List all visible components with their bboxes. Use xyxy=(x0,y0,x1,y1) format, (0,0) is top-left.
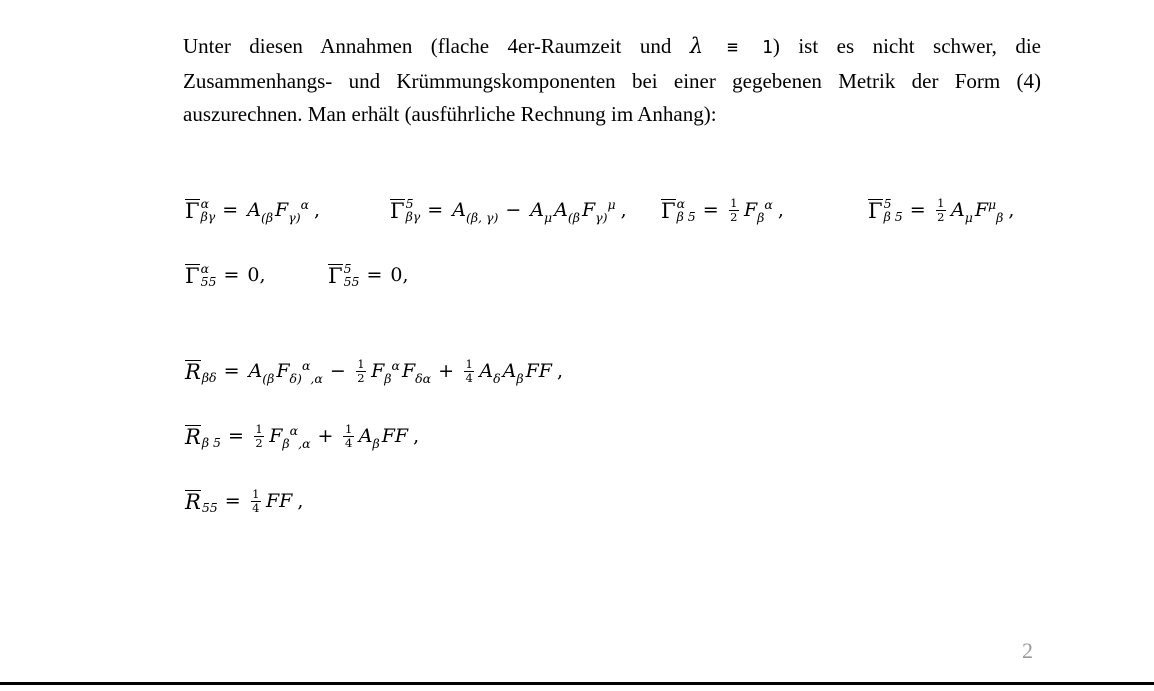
math-token: α xyxy=(300,197,310,213)
math-token: β xyxy=(384,371,392,387)
intro-paragraph xyxy=(183,30,1041,132)
math-token xyxy=(382,425,408,447)
math-token: F xyxy=(401,360,416,383)
math-token xyxy=(185,358,217,384)
math-token: Γ xyxy=(661,198,676,223)
math-token: β 5 xyxy=(883,209,903,225)
math-token: 5 xyxy=(405,196,414,211)
math-token: 0, xyxy=(390,264,409,287)
math-token: = xyxy=(227,425,244,448)
math-token: α xyxy=(200,261,210,276)
math-token: β xyxy=(372,436,380,452)
math-token: β xyxy=(282,436,290,452)
math-token: 5 xyxy=(343,261,352,276)
math-token: 1 xyxy=(344,422,353,436)
math-token: , xyxy=(413,425,420,448)
math-token: F xyxy=(743,199,758,222)
math-token xyxy=(251,488,261,514)
math-token xyxy=(358,425,380,452)
math-token xyxy=(743,197,773,226)
math-token: A xyxy=(358,425,373,448)
math-token: − xyxy=(505,199,522,222)
math-token xyxy=(185,262,216,288)
math-token xyxy=(452,199,499,226)
paragraph-text: ) ist es nicht schwer, die xyxy=(772,34,1042,58)
math-token xyxy=(868,197,903,223)
equation-ricci-beta5 xyxy=(185,422,420,452)
math-token xyxy=(275,197,310,226)
math-token: 1 xyxy=(730,196,738,210)
math-token: 1 xyxy=(357,357,365,371)
math-token: β xyxy=(757,210,765,226)
math-token: A xyxy=(950,199,965,222)
math-token: 2 xyxy=(937,209,945,224)
math-token: = xyxy=(223,264,240,287)
math-token: , xyxy=(297,490,304,513)
math-token: μ xyxy=(964,210,973,226)
math-token: 1 xyxy=(255,422,263,436)
math-token: Γ xyxy=(390,198,405,223)
math-token xyxy=(554,199,580,226)
math-token: μ xyxy=(544,210,553,226)
equation-ricci-55 xyxy=(185,488,303,514)
math-token xyxy=(185,197,215,223)
math-token: β 5 xyxy=(676,209,696,225)
math-token xyxy=(356,358,366,384)
math-token xyxy=(201,262,217,288)
math-token: , xyxy=(1008,199,1015,222)
math-token: = xyxy=(223,360,240,383)
math-token: 4 xyxy=(344,435,353,450)
math-token: 55 xyxy=(343,274,360,290)
math-token: α xyxy=(676,196,686,212)
math-token: 2 xyxy=(730,209,738,224)
math-token: μ xyxy=(988,197,997,213)
equiv-one: ≡ 1 xyxy=(703,37,773,58)
paragraph-line-2: Zusammenhangs- und Krümmungskomponenten bei einer gegebenen Metrik der Form (4) xyxy=(183,68,1041,93)
math-token: α xyxy=(764,197,773,213)
math-token: 5 xyxy=(883,196,892,212)
math-token: = xyxy=(224,490,241,513)
math-token xyxy=(276,358,323,387)
math-token: 1 xyxy=(937,196,945,210)
equation-gamma-alpha-betagamma xyxy=(185,196,321,226)
math-token: A xyxy=(247,199,261,222)
math-token xyxy=(201,197,216,223)
math-token: R xyxy=(185,424,201,449)
math-token: F xyxy=(275,199,289,222)
math-token: (β, γ) xyxy=(465,210,499,226)
math-token xyxy=(185,423,221,449)
math-token: = xyxy=(427,199,444,222)
math-token xyxy=(343,423,353,449)
math-token: (β xyxy=(567,210,580,226)
math-token: = xyxy=(909,199,926,222)
math-token: γ) xyxy=(595,210,608,226)
math-token: 1 xyxy=(465,357,473,371)
math-token: = xyxy=(366,264,383,287)
math-token xyxy=(502,360,524,387)
math-token: = xyxy=(222,199,239,222)
math-token: Γ xyxy=(328,263,343,288)
math-token xyxy=(936,197,946,223)
math-token: ,α xyxy=(310,371,323,387)
math-token: (β xyxy=(260,210,274,226)
math-token: R xyxy=(185,489,201,514)
math-token xyxy=(884,197,903,223)
math-token xyxy=(371,358,400,387)
paragraph-line-3: auszurechnen. Man erhält (ausführliche Rechnung im Anhang): xyxy=(183,102,717,126)
math-token: βδ xyxy=(201,370,217,386)
math-token xyxy=(464,358,474,384)
math-token: , xyxy=(777,199,784,222)
math-token: β xyxy=(996,210,1004,226)
math-token: A xyxy=(554,199,568,222)
math-token: δ) xyxy=(289,371,302,387)
equation-gamma-alpha-55 xyxy=(185,262,266,288)
paragraph-line-1 xyxy=(183,30,1041,65)
math-token xyxy=(328,262,359,288)
math-token: + xyxy=(438,360,455,383)
math-token: F xyxy=(581,199,596,222)
math-token xyxy=(266,490,292,512)
math-token xyxy=(390,197,420,223)
math-token: α xyxy=(200,196,210,211)
math-token: 2 xyxy=(255,435,263,450)
math-token: μ xyxy=(607,197,616,213)
math-token: Γ xyxy=(185,198,200,223)
math-token xyxy=(247,199,274,226)
math-token xyxy=(202,423,221,449)
math-token: A xyxy=(530,199,544,222)
math-token xyxy=(248,360,275,387)
math-token: α xyxy=(289,423,299,439)
equation-gamma-5-beta5 xyxy=(868,196,1015,226)
math-token xyxy=(526,360,552,382)
math-token: Γ xyxy=(185,263,200,288)
math-token xyxy=(406,197,421,223)
math-token: FF xyxy=(381,425,409,448)
math-token: A xyxy=(502,360,517,383)
math-token xyxy=(974,197,1004,226)
math-token xyxy=(202,488,218,514)
math-token xyxy=(254,423,264,449)
math-token: , xyxy=(314,199,321,222)
math-token: 55 xyxy=(201,500,218,516)
math-token: , xyxy=(620,199,627,222)
math-token xyxy=(581,197,616,226)
math-token: 2 xyxy=(357,370,365,385)
bottom-rule xyxy=(0,682,1154,685)
math-token: α xyxy=(301,358,311,374)
math-token: β 5 xyxy=(201,435,221,451)
math-token: α xyxy=(391,358,400,374)
math-token: (β xyxy=(262,371,275,387)
math-token: 1 xyxy=(252,487,260,501)
math-token: δ xyxy=(493,371,501,387)
math-token: 4 xyxy=(465,370,473,385)
equation-gamma-5-betagamma xyxy=(390,196,627,226)
math-token: A xyxy=(452,199,466,222)
math-token: F xyxy=(974,199,989,222)
math-token: FF xyxy=(525,360,552,383)
math-token xyxy=(185,488,218,514)
lambda-symbol: λ xyxy=(689,34,704,58)
math-token xyxy=(677,197,696,223)
equation-gamma-alpha-beta5 xyxy=(661,196,784,226)
page-number: 2 xyxy=(1022,638,1033,663)
math-token: ,α xyxy=(298,436,311,452)
math-token: 0, xyxy=(247,264,266,287)
math-token xyxy=(344,262,360,288)
math-token: β xyxy=(516,371,524,387)
math-token: FF xyxy=(265,490,293,513)
equation-gamma-5-55 xyxy=(328,262,409,288)
math-token: γ) xyxy=(288,210,301,226)
math-token xyxy=(401,360,432,387)
math-token: A xyxy=(248,360,263,383)
math-token: 4 xyxy=(252,500,260,515)
math-token: , xyxy=(556,360,563,383)
math-token xyxy=(479,360,501,387)
math-token: + xyxy=(317,425,334,448)
math-token xyxy=(729,197,739,223)
math-token xyxy=(530,199,553,226)
equation-ricci-betadelta xyxy=(185,357,563,387)
math-token: Γ xyxy=(868,198,883,223)
math-token: βγ xyxy=(200,209,216,225)
math-token xyxy=(269,423,311,452)
math-token: 55 xyxy=(200,274,217,290)
math-token xyxy=(202,358,217,384)
math-token xyxy=(661,197,696,223)
math-token xyxy=(950,199,973,226)
paragraph-text: Unter diesen Annahmen (flache 4er-Raumzeit und xyxy=(183,34,690,58)
math-token: F xyxy=(276,360,290,383)
math-token: F xyxy=(269,425,283,448)
math-token: δα xyxy=(415,371,432,387)
math-token: − xyxy=(329,360,346,383)
math-token: F xyxy=(371,360,385,383)
math-token: = xyxy=(702,199,719,222)
math-token: A xyxy=(479,360,494,383)
math-token: βγ xyxy=(405,209,421,225)
math-token: R xyxy=(185,359,201,384)
